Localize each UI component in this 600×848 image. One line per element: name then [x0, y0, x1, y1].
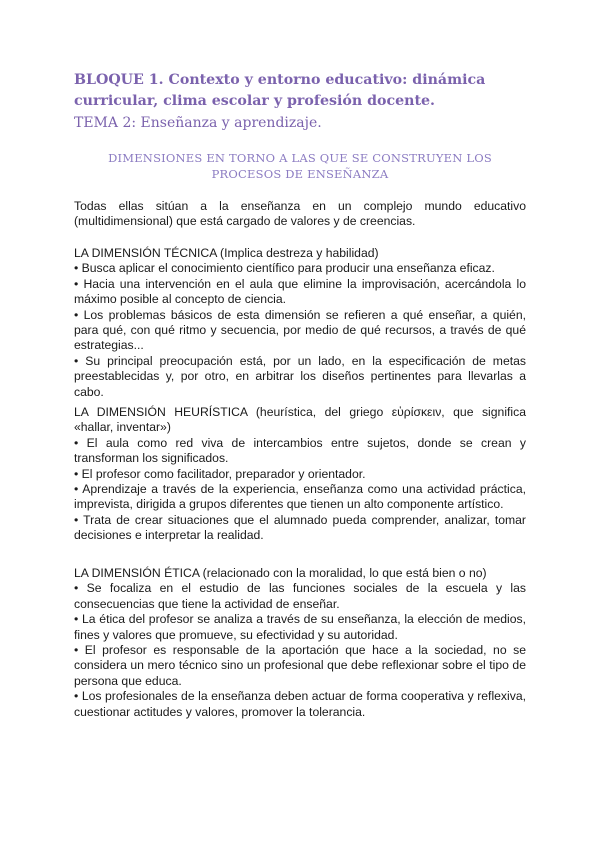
section-tecnica — [74, 246, 526, 400]
bullet-item: • El profesor es responsable de la aportación que hace a la sociedad, no se considera un mero técnico sino un profesional que debe reflexionar sobre el tipo de persona que educa. — [74, 643, 526, 688]
bullet-item: • Se focaliza en el estudio de las funciones sociales de la escuela y las consecuencias que tiene la actividad de enseñar. — [74, 581, 526, 611]
bloque-heading: BLOQUE 1. Contexto y entorno educativo: dinámica curricular, clima escolar y profesión docente. — [74, 72, 486, 109]
bullet-item: • Trata de crear situaciones que el alumnado pueda comprender, analizar, tomar decisiones e interpretar la realidad. — [74, 512, 526, 543]
section-heading-etica: LA DIMENSIÓN ÉTICA (relacionado con la moralidad, lo que está bien o no) — [74, 566, 487, 580]
section-heading-tecnica: LA DIMENSIÓN TÉCNICA (Implica destreza y habilidad) — [74, 246, 379, 260]
section-heading-heuristica: LA DIMENSIÓN HEURÍSTICA (heurística, del griego εὑρίσκειν, que significa «hallar, inventar») — [74, 405, 526, 435]
section-title-line-2: PROCESOS DE ENSEÑANZA — [211, 167, 389, 181]
section-title-line-1: DIMENSIONES EN TORNO A LAS QUE SE CONSTRUYEN LOS — [108, 151, 492, 165]
intro-text: Todas ellas sitúan a la enseñanza en un complejo mundo educativo (multidimensional) que está cargado de valores y de creencias. — [74, 199, 526, 229]
tema-heading: TEMA 2: Enseñanza y aprendizaje. — [74, 115, 322, 131]
section-etica — [74, 566, 526, 720]
bullet-item: • La ética del profesor se analiza a través de su enseñanza, la elección de medios, fines y valores que promueve, su efectividad y su autoridad. — [74, 612, 526, 642]
bullet-item: • El profesor como facilitador, preparador y orientador. — [74, 466, 366, 481]
bullet-item: • Los problemas básicos de esta dimensión se refieren a qué enseñar, a quién, para qué, con qué ritmo y secuencia, por medio de qué recursos, a través de qué estrategias... — [74, 307, 526, 353]
bullet-item: • Su principal preocupación está, por un lado, en la especificación de metas preestablecidas y, por otro, en arbitrar los diseños pertinentes para llevarlas a cabo. — [74, 353, 526, 399]
bullet-item: • Busca aplicar el conocimiento científico para producir una enseñanza eficaz. — [74, 261, 495, 276]
intro-paragraph — [74, 199, 526, 230]
bullet-item: • El aula como red viva de intercambios entre sujetos, donde se crean y transforman los significados. — [74, 435, 526, 466]
bullet-item: • Los profesionales de la enseñanza deben actuar de forma cooperativa y reflexiva, cuestionar actitudes y valores, promover la tolerancia. — [74, 689, 526, 719]
section-title — [74, 150, 526, 182]
bullet-item: • Hacia una intervención en el aula que elimine la improvisación, acercándola lo máximo posible al concepto de ciencia. — [74, 276, 526, 307]
bullet-item: • Aprendizaje a través de la experiencia, enseñanza como una actividad práctica, imprevista, dirigida a grupos diferentes que tienen un alto componente artístico. — [74, 482, 526, 512]
section-heuristica — [74, 405, 526, 544]
